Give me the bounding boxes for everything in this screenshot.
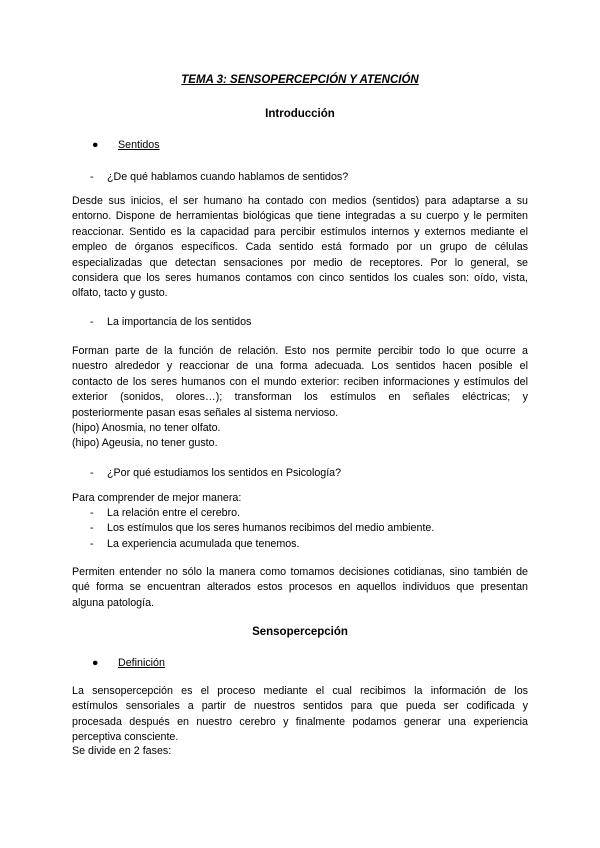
paragraph-line: olfato, tacto y gusto. (72, 287, 168, 300)
paragraph-sentidos (72, 194, 528, 302)
dash-marker: - (90, 171, 94, 183)
paragraph-line: contacto de los seres humanos con el mundo exterior: reciben informaciones y estímulos del (72, 375, 528, 388)
paragraph-line: La sensopercepción es el proceso mediante el cual recibimos la información de los (72, 685, 528, 697)
list-item-text: Los estímulos que los seres humanos recibimos del medio ambiente. (107, 522, 435, 535)
paragraph-line: especializadas que detectan sensaciones por medio de receptores. Por lo general, se (72, 256, 528, 269)
paragraph-definicion (72, 684, 528, 746)
question-text: ¿Por qué estudiamos los sentidos en Psicología? (107, 467, 342, 479)
list-item-text: La relación entre el cerebro. (107, 507, 241, 519)
bullet-label: Definición (118, 657, 165, 669)
paragraph-importancia (72, 344, 528, 421)
paragraph-line: considera que los seres humanos contamos con cinco sentidos los cuales son: oído, vista, (72, 271, 528, 284)
question-text: ¿De qué hablamos cuando hablamos de sentidos? (107, 171, 349, 183)
paragraph-line: Forman parte de la función de relación. Esto nos permite percibir todo lo que ocurre a (72, 345, 528, 357)
senso-heading: Sensopercepción (252, 626, 348, 638)
paragraph-line: estímulos sensoriales a partir de nuestros sentidos para que pueda ser codificada y (72, 700, 528, 713)
dash-marker: - (90, 537, 94, 550)
hipo-anosmia: (hipo) Anosmia, no tener olfato. (72, 422, 221, 434)
paragraph-line: Desde sus inicios, el ser humano ha contado con medios (sentidos) para adaptarse a su (72, 195, 528, 207)
dash-marker: - (90, 522, 94, 535)
paragraph-permiten (72, 565, 528, 611)
intro-heading: Introducción (265, 108, 335, 120)
paragraph-line: alguna patología. (72, 596, 155, 609)
paragraph-line: nuestro alrededor y reaccionar de una forma adecuada. Los sentidos hacen posible el (72, 360, 528, 373)
paragraph-line: empleo de órganos específicos. Cada sentido está formado por un grupo de células (72, 241, 528, 254)
paragraph-line: posteriormente pasan esas señales al sistema nervioso. (72, 406, 339, 419)
bullet-label: Sentidos (118, 139, 160, 151)
bullet-marker: ● (92, 139, 99, 151)
hipo-ageusia: (hipo) Ageusia, no tener gusto. (72, 437, 218, 449)
question-text: La importancia de los sentidos (107, 316, 252, 328)
paragraph-line: Permiten entender no sólo la manera como tomamos decisiones cotidianas, sino también de (72, 566, 528, 578)
paragraph-line: perceptiva consciente. (72, 731, 179, 744)
paragraph-line: reaccionar. Sentido es la capacidad para percibir estímulos internos y externos mediante el (72, 225, 528, 238)
paragraph-line: qué forma se encuentran alterados estos procesos en aquellos individuos que presentan (72, 581, 528, 594)
list-item-text: La experiencia acumulada que tenemos. (107, 537, 300, 550)
paragraph-line: procesada después en nuestro cerebro y finalmente podamos generar una experiencia (72, 715, 528, 728)
bullet-marker: ● (92, 657, 99, 669)
list-intro: Para comprender de mejor manera: (72, 492, 242, 504)
document-title: TEMA 3: SENSOPERCEPCIÓN Y ATENCIÓN (181, 74, 419, 86)
paragraph-line: entorno. Dispone de herramientas biológicas que tiene integradas a su cuerpo y le permiten (72, 210, 528, 223)
dash-marker: - (90, 316, 94, 328)
paragraph-line: exterior (sonidos, olores…); transforman los estímulos en señales eléctricas; y (72, 391, 528, 404)
dash-marker: - (90, 467, 94, 479)
dash-marker: - (90, 507, 94, 519)
fases-line: Se divide en 2 fases: (72, 745, 172, 757)
